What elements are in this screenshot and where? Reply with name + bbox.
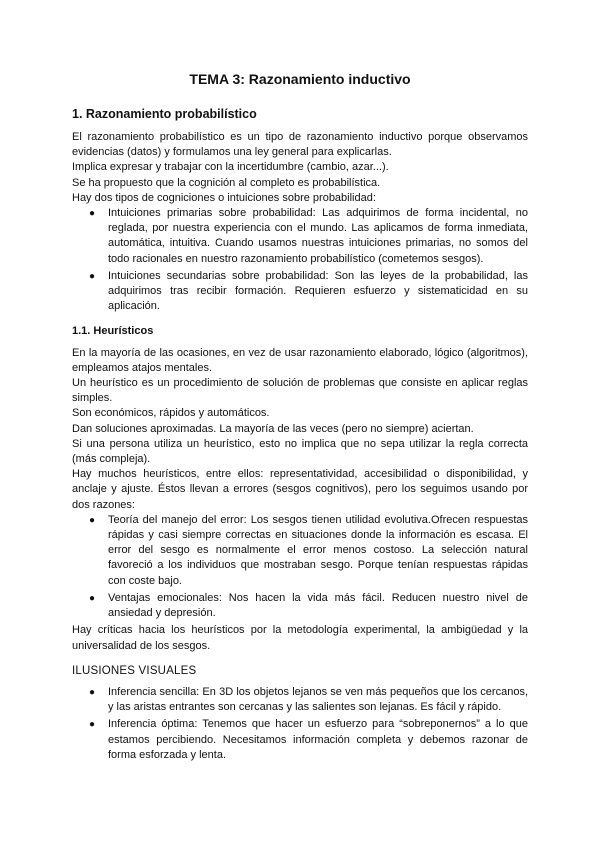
list-item [89, 591, 528, 621]
bullet-list [72, 685, 528, 763]
paragraph: El razonamiento probabilístico es un tipo de razonamiento inductivo porque observamos evidencias (datos) y formulamos una ley general para explicarlas. [72, 131, 528, 159]
paragraph: Implica expresar y trabajar con la incertidumbre (cambio, azar...). [72, 161, 389, 174]
bullet-icon: ● [89, 514, 96, 526]
bullet-list [72, 513, 528, 621]
bullet-icon: ● [89, 208, 96, 220]
list-item-text: Intuiciones primarias sobre probabilidad: Las adquirimos de forma incidental, no reglada, por nuestra experiencia con el mundo. Las aplicamos de forma inmediata, automática, intuitiva. Cuando usamos nuestras intuiciones primarias, no somos del todo racionales en nuestro razonamiento probabilístico (cometemos sesgos). [108, 207, 528, 265]
paragraph: Hay muchos heurísticos, entre ellos: representatividad, accesibilidad o disponibilidad, y anclaje y ajuste. Éstos llevan a errores (sesgos cognitivos), pero los seguimos usando por dos razones: [72, 468, 528, 511]
list-item-text: Teoría del manejo del error: Los sesgos tienen utilidad evolutiva.Ofrecen respuestas rápidas y casi siempre correctas en situaciones donde la información es escasa. El error del sesgo es normalmente el error menos costoso. La selección natural favoreció a los individuos que mostraban sesgo. Porque tenían respuestas rápidas con coste bajo. [108, 513, 528, 587]
list-item [89, 206, 528, 267]
paragraph: Dan soluciones aproximadas. La mayoría de las veces (pero no siempre) aciertan. [72, 422, 474, 435]
list-item-text: Intuiciones secundarias sobre probabilidad: Son las leyes de la probabilidad, las adquirimos tras recibir formación. Requieren esfuerzo y sistematicidad en su aplicación. [108, 269, 528, 313]
paragraph: Hay dos tipos de cogniciones o intuiciones sobre probabilidad: [72, 191, 376, 204]
list-item-text: Inferencia sencilla: En 3D los objetos lejanos se ven más pequeños que los cercanos, y las aristas entrantes son cercanas y las salientes son lejanas. Es fácil y rápido. [108, 685, 528, 714]
bullet-icon: ● [89, 719, 96, 731]
bullet-icon: ● [89, 686, 96, 698]
section-1-1-heading: 1.1. Heurísticos [72, 325, 154, 338]
bullet-list [72, 206, 528, 314]
paragraph: Se ha propuesto que la cognición al completo es probabilística. [72, 176, 381, 189]
list-item [89, 717, 528, 763]
paragraph: Hay críticas hacia los heurísticos por la metodología experimental, la ambigüedad y la universalidad de los sesgos. [72, 624, 528, 652]
paragraph: Un heurístico es un procedimiento de solución de problemas que consiste en aplicar reglas simples. [72, 377, 528, 405]
list-item-text: Inferencia óptima: Tenemos que hacer un esfuerzo para “sobreponernos” a lo que estamos percibiendo. Necesitamos información completa y debemos razonar de forma esforzada y lenta. [108, 718, 528, 761]
ilusiones-heading: ILUSIONES VISUALES [72, 664, 197, 677]
bullet-icon: ● [89, 270, 96, 282]
bullet-icon: ● [89, 592, 96, 604]
list-item [89, 269, 528, 315]
document-title: TEMA 3: Razonamiento inductivo [189, 71, 411, 87]
list-item-text: Ventajas emocionales: Nos hacen la vida más fácil. Reducen nuestro nivel de ansiedad y depresión. [108, 591, 528, 620]
paragraph: Son económicos, rápidos y automáticos. [72, 407, 270, 420]
paragraph: Si una persona utiliza un heurístico, esto no implica que no sepa utilizar la regla correcta (más compleja). [72, 437, 528, 466]
paragraph: En la mayoría de las ocasiones, en vez de usar razonamiento elaborado, lógico (algoritmos), empleamos atajos mentales. [72, 346, 528, 374]
list-item [89, 513, 528, 589]
list-item [89, 685, 528, 715]
section-1-heading: 1. Razonamiento probabilístico [72, 107, 257, 121]
